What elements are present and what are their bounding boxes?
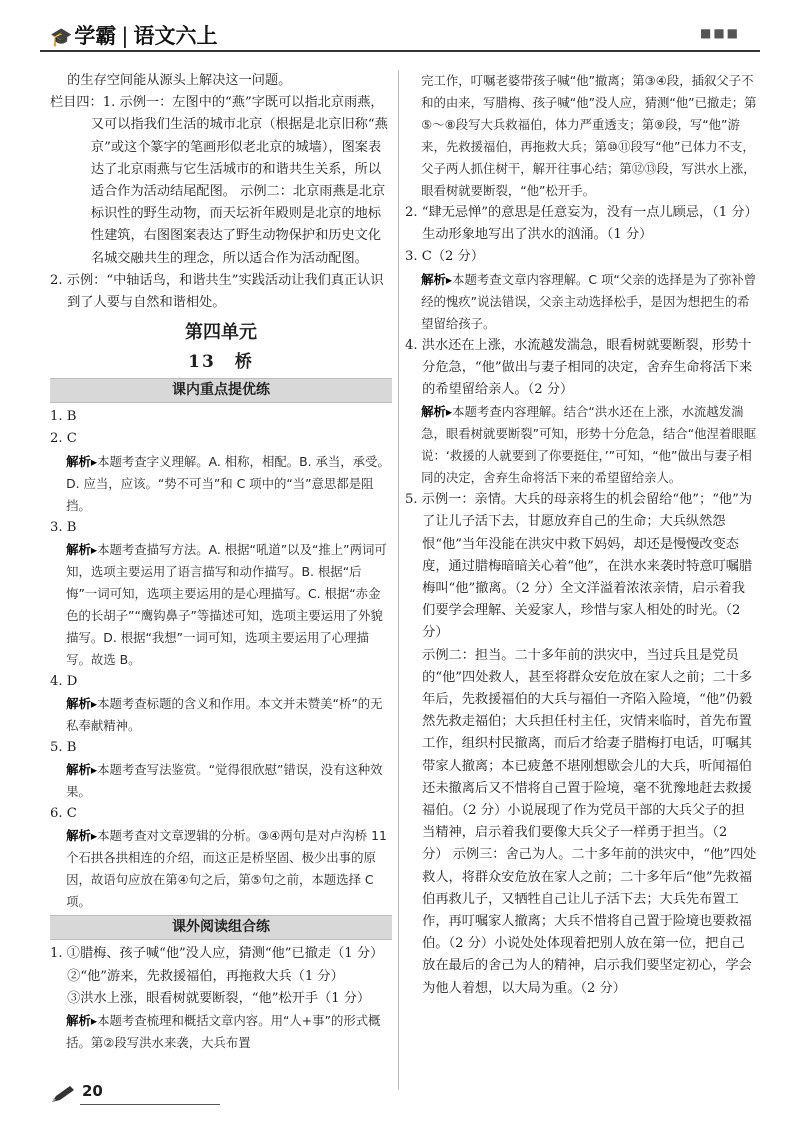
section-band: 课内重点提优练 [50,378,392,403]
analysis-label: 解析▸ [66,453,98,469]
column-divider [398,70,399,1090]
analysis-text: 本题考查梳理和概括文章内容。用“人+事”的形式概括。第②段写洪水来袭，大兵布置 [66,1013,381,1051]
brand-logo: 🎓学霸 | 语文六上 [50,24,218,48]
analysis-text: 本题考查字义理解。A. 相称，相配。B. 承当，承受。D. 应当，应该。“势不可当”和 C 项中的“当”意思都是阻挡。 [66,453,390,513]
answer-line: 5. B [50,740,77,756]
analysis-label: 解析▸ [66,828,98,844]
answer-line: 1. B [50,409,77,425]
page-footer [50,1084,410,1114]
graduation-cap-icon: 🎓 [50,27,73,48]
page-number: 20 [82,1082,103,1100]
analysis-block [50,539,392,671]
analysis-block [50,693,392,737]
answer-line: 2. C [50,431,77,447]
analysis-block: 完工作，叮嘱老婆带孩子喊“他”撤离；第③④段，插叙父子不和的由来，写腊梅、孩子喊“他”没人应，猜测“他”已撤走；第⑤～⑧段写大兵救福伯，体力严重透支；第⑨段，写“他”游来，先救援福伯，再拖救大兵；第⑩⑪段写“他”已体力不支，父子两人抓住树干，解开往事心结；第⑫⑬段，写洪水上涨，眼看树就要断裂，“他”松开手。 [421,73,757,198]
analysis-label: 解析▸ [66,1013,98,1029]
answer-line: 6. C [50,806,77,822]
analysis-block [50,825,392,913]
subject-title: 语文六上 [133,24,218,48]
analysis-text: 本题考查对文章逻辑的分析。③④两句是对卢沟桥 11 个石拱各拱相连的介绍，而这正是桥坚固、极少出事的原因，故语句应放在第④句之后，第⑤句之前，本题选择 C 项。 [66,828,387,910]
unit-title: 第四单元 [185,322,257,344]
analysis-text: 本题考查文章内容理解。C 项“父亲的选择是为了弥补曾经的愧疚”说法错误，父亲主动选择松手，是因为想把生的希望留给孩子。 [421,271,757,331]
answer-block: 2. “肆无忌惮”的意思是任意妄为，没有一点儿顾忌，（1 分）生动形象地写出了洪水的汹涌。（1 分） [405,205,752,243]
analysis-label: 解析▸ [66,696,98,712]
header-decoration: ■■■ [699,26,740,40]
answer-block: 5. 示例一：亲情。大兵的母亲将生的机会留给“他”；“他”为了让儿子活下去，甘愿放弃自己的生命；大兵纵然怨恨“他”当年没能在洪灾中救下妈妈，却还是慢慢改变态度，通过腊梅暗暗关心着“他”，在洪水来袭时特意叮嘱腊梅叫“他”撤离。（2 分）全文洋溢着浓浓亲情，启示着我们要学会理解、关爱家人，珍惜与家人相处的时光。（2 分） [405,492,753,641]
analysis-block [405,401,757,489]
lesson-title: 13 桥 [188,352,254,373]
analysis-block [405,269,757,335]
analysis-text: 本题考查写法鉴赏。“觉得很欣慰”错误，没有这种效果。 [66,762,383,800]
analysis-block [50,1010,392,1054]
analysis-block [50,759,392,803]
analysis-label: 解析▸ [421,404,453,420]
analysis-text: 本题考查标题的含义和作用。本文并未赞美“桥”的无私奉献精神。 [66,696,383,734]
answer-line: ②“他”游来，先救援福伯，再拖救大兵（1 分） [67,968,344,984]
analysis-label: 解析▸ [421,271,453,287]
answer-line: 的生存空间能从源头上解决这一问题。 [67,73,292,88]
page-header [40,16,760,56]
answer-block: 2. 示例：“中轴话鸟，和谐共生”实践活动让我们真正认识到了人要与自然和谐相处。 [50,272,384,311]
footer-rule [80,1104,220,1105]
right-column [405,70,757,1000]
answer-line: 4. D [50,673,78,689]
answer-line: 3. B [50,519,77,535]
answer-block: 4. 洪水还在上涨，水流越发湍急，眼看树就要断裂，形势十分危急，“他”做出与妻子相同的决定，舍弃生命将活下来的希望留给亲人。（2 分） [405,337,753,398]
brand-name: 学霸 [74,24,117,48]
answer-line: ③洪水上涨，眼看树就要断裂，“他”松开手（1 分） [67,990,371,1006]
analysis-text: 本题考查内容理解。结合“洪水还在上涨，水流越发湍急，眼看树就要断裂”可知，形势十分危急，结合“他涅着眼眶说：‘救援的人就要到了你要挺住，’”可知，“他”做出与妻子相同的决定，舍弃生命将活下来的希望留给亲人。 [421,404,757,486]
analysis-label: 解析▸ [66,762,98,778]
left-column [50,70,392,1054]
answer-block: 栏目四：1. 示例一：左图中的“燕”字既可以指北京雨燕，又可以指我们生活的城市北京（根据是北京旧称“燕京”或这个篆字的笔画形似老北京的城墙），图案表达了北京雨燕与它生活城市的和谐共生关系，所以适合作为活动结尾配图。 示例二：北京雨燕是北京标识性的野生动物，而天坛祈年殿则是北京的地标性建筑，右图图案表达了野生动物保护和历史文化名城交融共生的理念，所以适合作为活动配图。 [50,95,388,266]
analysis-label: 解析▸ [66,541,98,557]
analysis-text: 本题考查描写方法。A. 根据“吼道”以及“推上”两词可知，选项主要运用了语言描写和动作描写。B. 根据“后悔”一词可知，选项主要运用的是心理描写。C. 根据“赤金色的长胡子”“鹰钩鼻子”等描述可知，选项主要运用了外貌描写。D. 根据“我想”一词可知，选项主要运用了心理描写。故选 B。 [66,541,387,667]
analysis-block [50,451,392,517]
answer-block: 示例二：担当。二十多年前的洪灾中，当过兵且是党员的“他”四处救人，甚至将群众安危放在家人之前；二十多年后，先救援福伯的大兵与福伯一齐陷入险境，“他”仍毅然先救走福伯；大兵担任村主任，灾情来临时，首先布置工作，组织村民撤离，而后才给妻子腊梅打电话，叮嘱其带家人撤离；本已疲惫不堪刚想歇会儿的大兵，听闻福伯还未撤离后又不惜将自己置于险境，毫不犹豫地赶去救援福伯。（2 分）小说展现了作为党员干部的大兵父子的担当精神，启示着我们要像大兵父子一样勇于担当。（2 分） 示例三：舍己为人。二十多年前的洪灾中，“他”四处救人，将群众安危放在家人之前；二十多年后“他”先救福伯再救儿子，又牺牲自己让儿子活下去；大兵先布置工作，再叮嘱家人撤离；大兵不惜将自己置于险境也要救福伯。（2 分）小说处处体现着把别人放在第一位，把自己放在最后的舍己为人的精神，启示我们要坚定初心，学会为他人着想，以大局为重。（2 分） [422,647,757,996]
answer-line: 3. C（2 分） [405,249,485,265]
section-band: 课外阅读组合练 [50,915,392,940]
header-rule [40,50,760,52]
pencil-icon [50,1084,76,1104]
answer-line: 1. ①腊梅、孩子喊“他”没人应，猜测“他”已撤走（1 分） [50,946,384,962]
